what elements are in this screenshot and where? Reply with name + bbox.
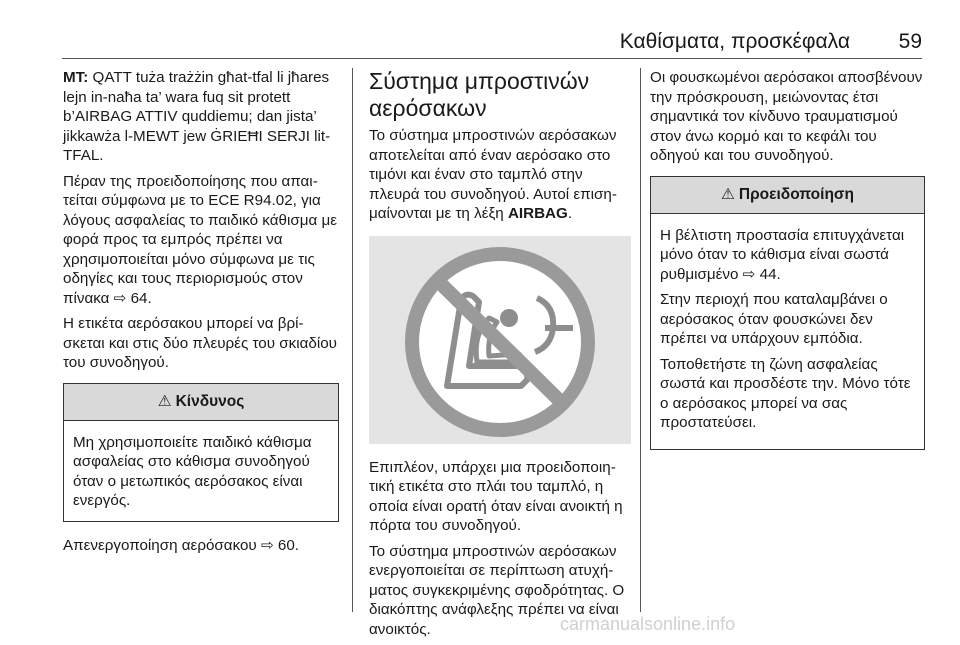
label-location-paragraph: Η ετικέτα αερόσακου μπορεί να βρίσκεται και στις δύο πλευρές του σκιαδίου του συνοδηγού. — [63, 315, 337, 371]
ece-paragraph: Πέραν της προειδοποίησης που απαιτείται σύμφωνα με το ECE R94.02, για λόγους ασφαλείας το παιδικό κάθισμα με φορά προς τα εμπρός πρέπει να χρησιμοποιείται μόνο σύμφωνα με τις οδηγίες και τους περιορισμούς στον πίνακα ⇨ 64. — [63, 172, 337, 307]
page-number: 59 — [898, 30, 922, 53]
mt-warning — [63, 68, 339, 166]
airbag-word: AIRBAG — [507, 205, 568, 222]
watermark: carmanualsonline.info — [560, 614, 736, 634]
column-divider — [352, 68, 353, 612]
airbag-deactivation-link[interactable]: Απενεργοποίηση αερόσακου ⇨ 60. — [63, 536, 300, 554]
airbag-prohibition-illustration — [369, 236, 631, 444]
page-header — [0, 0, 960, 60]
warning-box — [650, 176, 925, 450]
section-title: Καθίσματα, προσκέφαλα — [619, 30, 850, 53]
danger-box-body: Μη χρησιμοποιείτε παιδικό κάθισμα ασφαλείας στο κάθισμα συνοδηγού όταν ο μετωπικός αερόσακος είναι ενεργός. — [73, 433, 312, 509]
column-middle — [369, 68, 633, 645]
warning-triangle-icon: ⚠ — [157, 392, 172, 410]
no-child-seat-icon — [369, 236, 631, 444]
danger-box — [63, 383, 339, 522]
warning-label-paragraph: Επιπλέον, υπάρχει μια προειδοποιητική ετικέτα στο πλάι του ταμπλό, η οποία είναι ορατή όταν είναι ανοικτή η πόρτα του συνοδηγού. — [369, 458, 623, 534]
front-airbag-text: Το σύστημα μπροστινών αερόσακων αποτελείται από έναν αερόσακο στο τιμόνι και έναν στο ταμπλό στην πλευρά του συνοδηγού. Αυτοί επισημαίνονται με τη λέξη — [369, 127, 617, 222]
warning-item: Η βέλτιστη προστασία επιτυγχάνεται μόνο όταν το κάθισμα είναι σωστά ρυθμισμένο ⇨ 44. — [660, 226, 905, 283]
column-divider — [640, 68, 641, 612]
activation-paragraph: Το σύστημα μπροστινών αερόσακων ενεργοποιείται σε περίπτωση ατυχήματος συγκεκριμένης σφοδρότητας. Ο διακόπτης ανάφλεξης πρέπει να είναι ανοικτός. — [369, 542, 625, 638]
header-divider — [62, 58, 922, 59]
warning-box-body — [651, 214, 924, 449]
section-heading: Σύστημα μπροστινών αερόσακων — [369, 68, 590, 121]
mt-label: MT: — [63, 69, 89, 86]
front-airbag-paragraph — [369, 126, 633, 224]
danger-box-header — [64, 384, 338, 421]
front-airbag-text-end: . — [567, 205, 573, 222]
column-left — [63, 68, 339, 561]
column-right — [650, 68, 925, 464]
warning-triangle-icon: ⚠ — [720, 185, 735, 203]
warning-item: Στην περιοχή που καταλαμβάνει ο αερόσακος όταν φουσκώνει δεν πρέπει να υπάρχουν εμπόδια. — [660, 291, 888, 347]
warning-box-header — [651, 177, 924, 214]
warning-item: Τοποθετήστε τη ζώνη ασφαλείας σωστά και προσδέστε την. Μόνο τότε ο αερόσακος μπορεί να σας προστατεύσει. — [660, 355, 911, 431]
warning-box-title: Προειδοποίηση — [738, 185, 854, 203]
danger-box-title: Κίνδυνος — [175, 392, 245, 410]
inflated-airbag-paragraph: Οι φουσκωμένοι αερόσακοι αποσβένουν την πρόσκρουση, μειώνοντας έτσι σημαντικά τον κίνδυνο τραυματισμού στον άνω κορμό και το κεφάλι του οδηγού και του συνοδηγού. — [650, 69, 923, 164]
mt-text: QATT tuża trażżin għat-tfal li jħares lejn in-naħa ta’ wara fuq sit protett b’AIRBAG ATTIV quddiemu; dan jista’ jikkawża l-MEWT jew ĠRIEĦI SERJI lit-TFAL. — [63, 69, 331, 164]
